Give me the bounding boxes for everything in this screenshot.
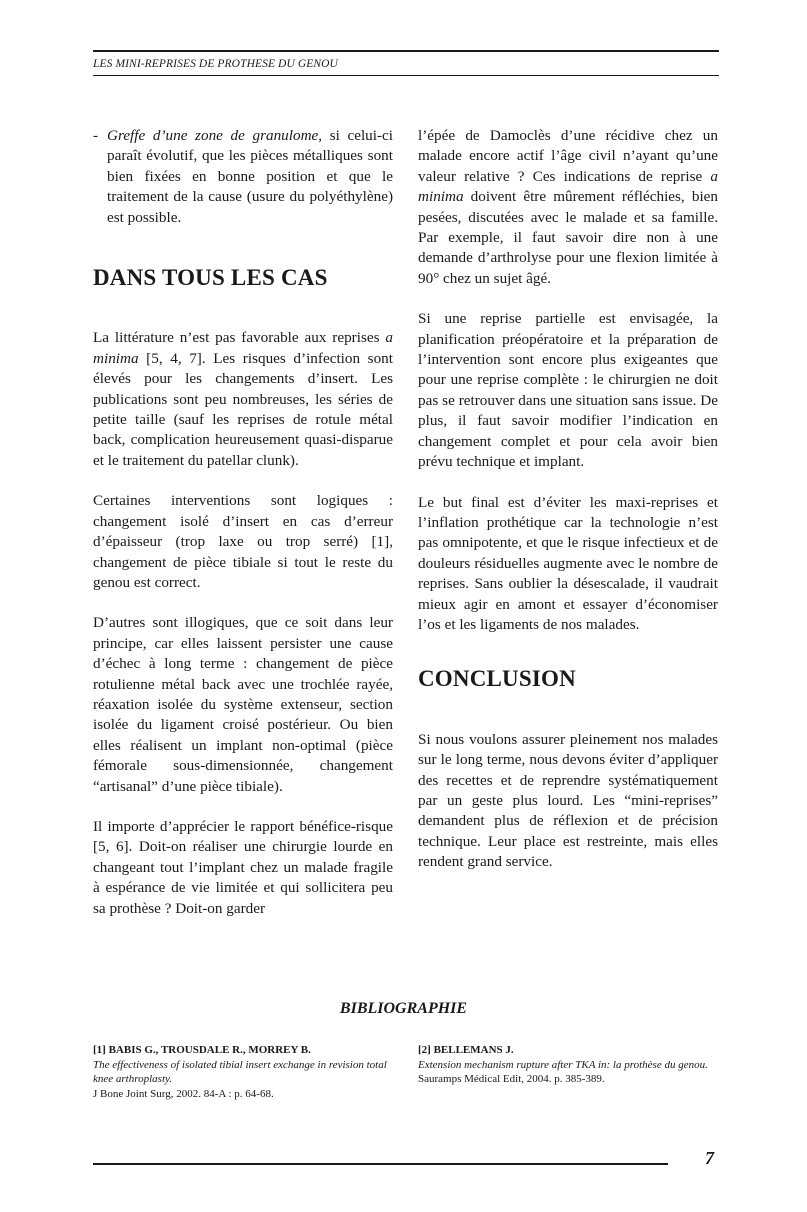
header-rule-top xyxy=(93,50,719,52)
italic-term: a minima xyxy=(418,167,718,206)
paragraph-conclusion: Si nous voulons assurer pleinement nos malades sur le long terme, nous devons éviter d’appliquer des recettes et de reprendre systématiquement par un geste plus lourd. Les “mini-reprises” demandent plus de réflexion et de précision technique. Leur place est restreinte, mais elles rendent grand service. xyxy=(418,730,718,871)
reference-item-1 xyxy=(93,1043,398,1101)
header-rule-bottom xyxy=(93,75,719,76)
reference-item-2 xyxy=(418,1043,723,1087)
bullet-rest: , si celui-ci paraît évolutif, que les pièces métalliques sont bien fixées en bonne position et que le traitement de la cause (usure du polyéthylène) est possible. xyxy=(107,127,394,226)
left-column xyxy=(93,126,393,939)
reference-authors: [2] BELLEMANS J. xyxy=(418,1044,514,1056)
bullet-italic-lead: Greffe d’une zone de granulome xyxy=(107,127,319,144)
italic-term: a minima xyxy=(93,329,393,367)
paragraph-reprise-partielle: Si une reprise partielle est envisagée, la planification préopératoire et la préparation de l’intervention sont encore plus exigeantes que pour une reprise complète : le chirurgien ne doit pas se retrouver dans une situation sans issue. De plus, il faut savoir modifier l’indication en changement complet et pour cela avoir bien prévu technique et implant. xyxy=(418,310,718,471)
page-number: 7 xyxy=(705,1148,714,1168)
section-heading-conclusion: CONCLUSION xyxy=(418,666,576,692)
paragraph-interventions-illogiques: D’autres sont illogiques, que ce soit dans leur principe, car elles laissent persister une cause d’échec à long terme : changement de pièce rotulienne métal back avec une trochlée rayée, réaxation isolée du système extenseur, section isolée du ligament croisé postérieur. Ou bien elles réalisent un implant non-optimal (pièce fémorale sous-dimensionnée, changement “artisanal” d’une pièce tibiale). xyxy=(93,614,393,795)
right-column xyxy=(418,126,718,893)
footer-rule xyxy=(93,1163,668,1165)
bullet-item-granulome xyxy=(93,126,393,228)
running-title: LES MINI-REPRISES DE PROTHESE DU GENOU xyxy=(93,58,338,70)
bullet-dash: - xyxy=(93,127,99,144)
reference-source: Sauramps Médical Edit, 2004. p. 385-389. xyxy=(418,1073,605,1085)
paragraph-text: La littérature n’est pas favorable aux reprises xyxy=(93,329,386,347)
reference-title: Extension mechanism rupture after TKA in: la prothèse du genou. xyxy=(418,1058,708,1071)
bullet-text xyxy=(107,126,393,228)
paragraph-litterature xyxy=(93,328,393,471)
paragraph-text: l’épée de Damoclès d’une récidive chez un malade encore actif l’âge civil n’ayant qu’une valeur relative ? Ces indications de reprise xyxy=(418,127,718,185)
paragraph-but-final: Le but final est d’éviter les maxi-reprises et l’inflation prothétique car la technologie n’est pas omnipotente, et que le risque infectieux et de douleurs résiduelles augmente avec le nombre de reprises. Sans oublier la désescalade, il vaudrait mieux agir en amont et essayer d’économiser l’os et les ligaments de nos malades. xyxy=(418,493,718,633)
reference-title: The effectiveness of isolated tibial insert exchange in revision total knee arthroplasty. xyxy=(93,1058,387,1085)
bibliography-title: BIBLIOGRAPHIE xyxy=(339,1000,468,1017)
paragraph-interventions-logiques: Certaines interventions sont logiques : changement isolé d’insert en cas d’erreur d’épaisseur (trop laxe ou trop serré) [1], changement de pièce tibiale si tout le reste du genou est correct. xyxy=(93,492,393,591)
section-heading-dans-tous-les-cas: DANS TOUS LES CAS xyxy=(93,265,328,291)
reference-authors: [1] BABIS G., TROUSDALE R., MORREY B. xyxy=(93,1044,311,1056)
paragraph-benefice-risque: Il importe d’apprécier le rapport bénéfice-risque [5, 6]. Doit-on réaliser une chirurgie lourde en changeant tout l’implant chez un malade fragile à espérance de vie limitée et qui sollicitera peu sa prothèse ? Doit-on garder xyxy=(93,817,393,917)
paragraph-text: [5, 4, 7]. Les risques d’infection sont élevés pour les changements d’insert. Les publications sont peu nombreuses, les séries de petite taille (sauf les reprises de rotule métal back, complication heureusement quasi-disparue et le traitement du patellar clunk). xyxy=(93,349,393,469)
paragraph-damocles xyxy=(418,126,718,289)
paragraph-text: doivent être mûrement réfléchies, bien pesées, discutées avec le malade et sa famille. Par exemple, il faut savoir dire non à une demande d’arthrolyse pour une flexion limitée à 90° chez un sujet âgé. xyxy=(418,188,718,287)
reference-source: J Bone Joint Surg, 2002. 84-A : p. 64-68. xyxy=(93,1087,274,1100)
